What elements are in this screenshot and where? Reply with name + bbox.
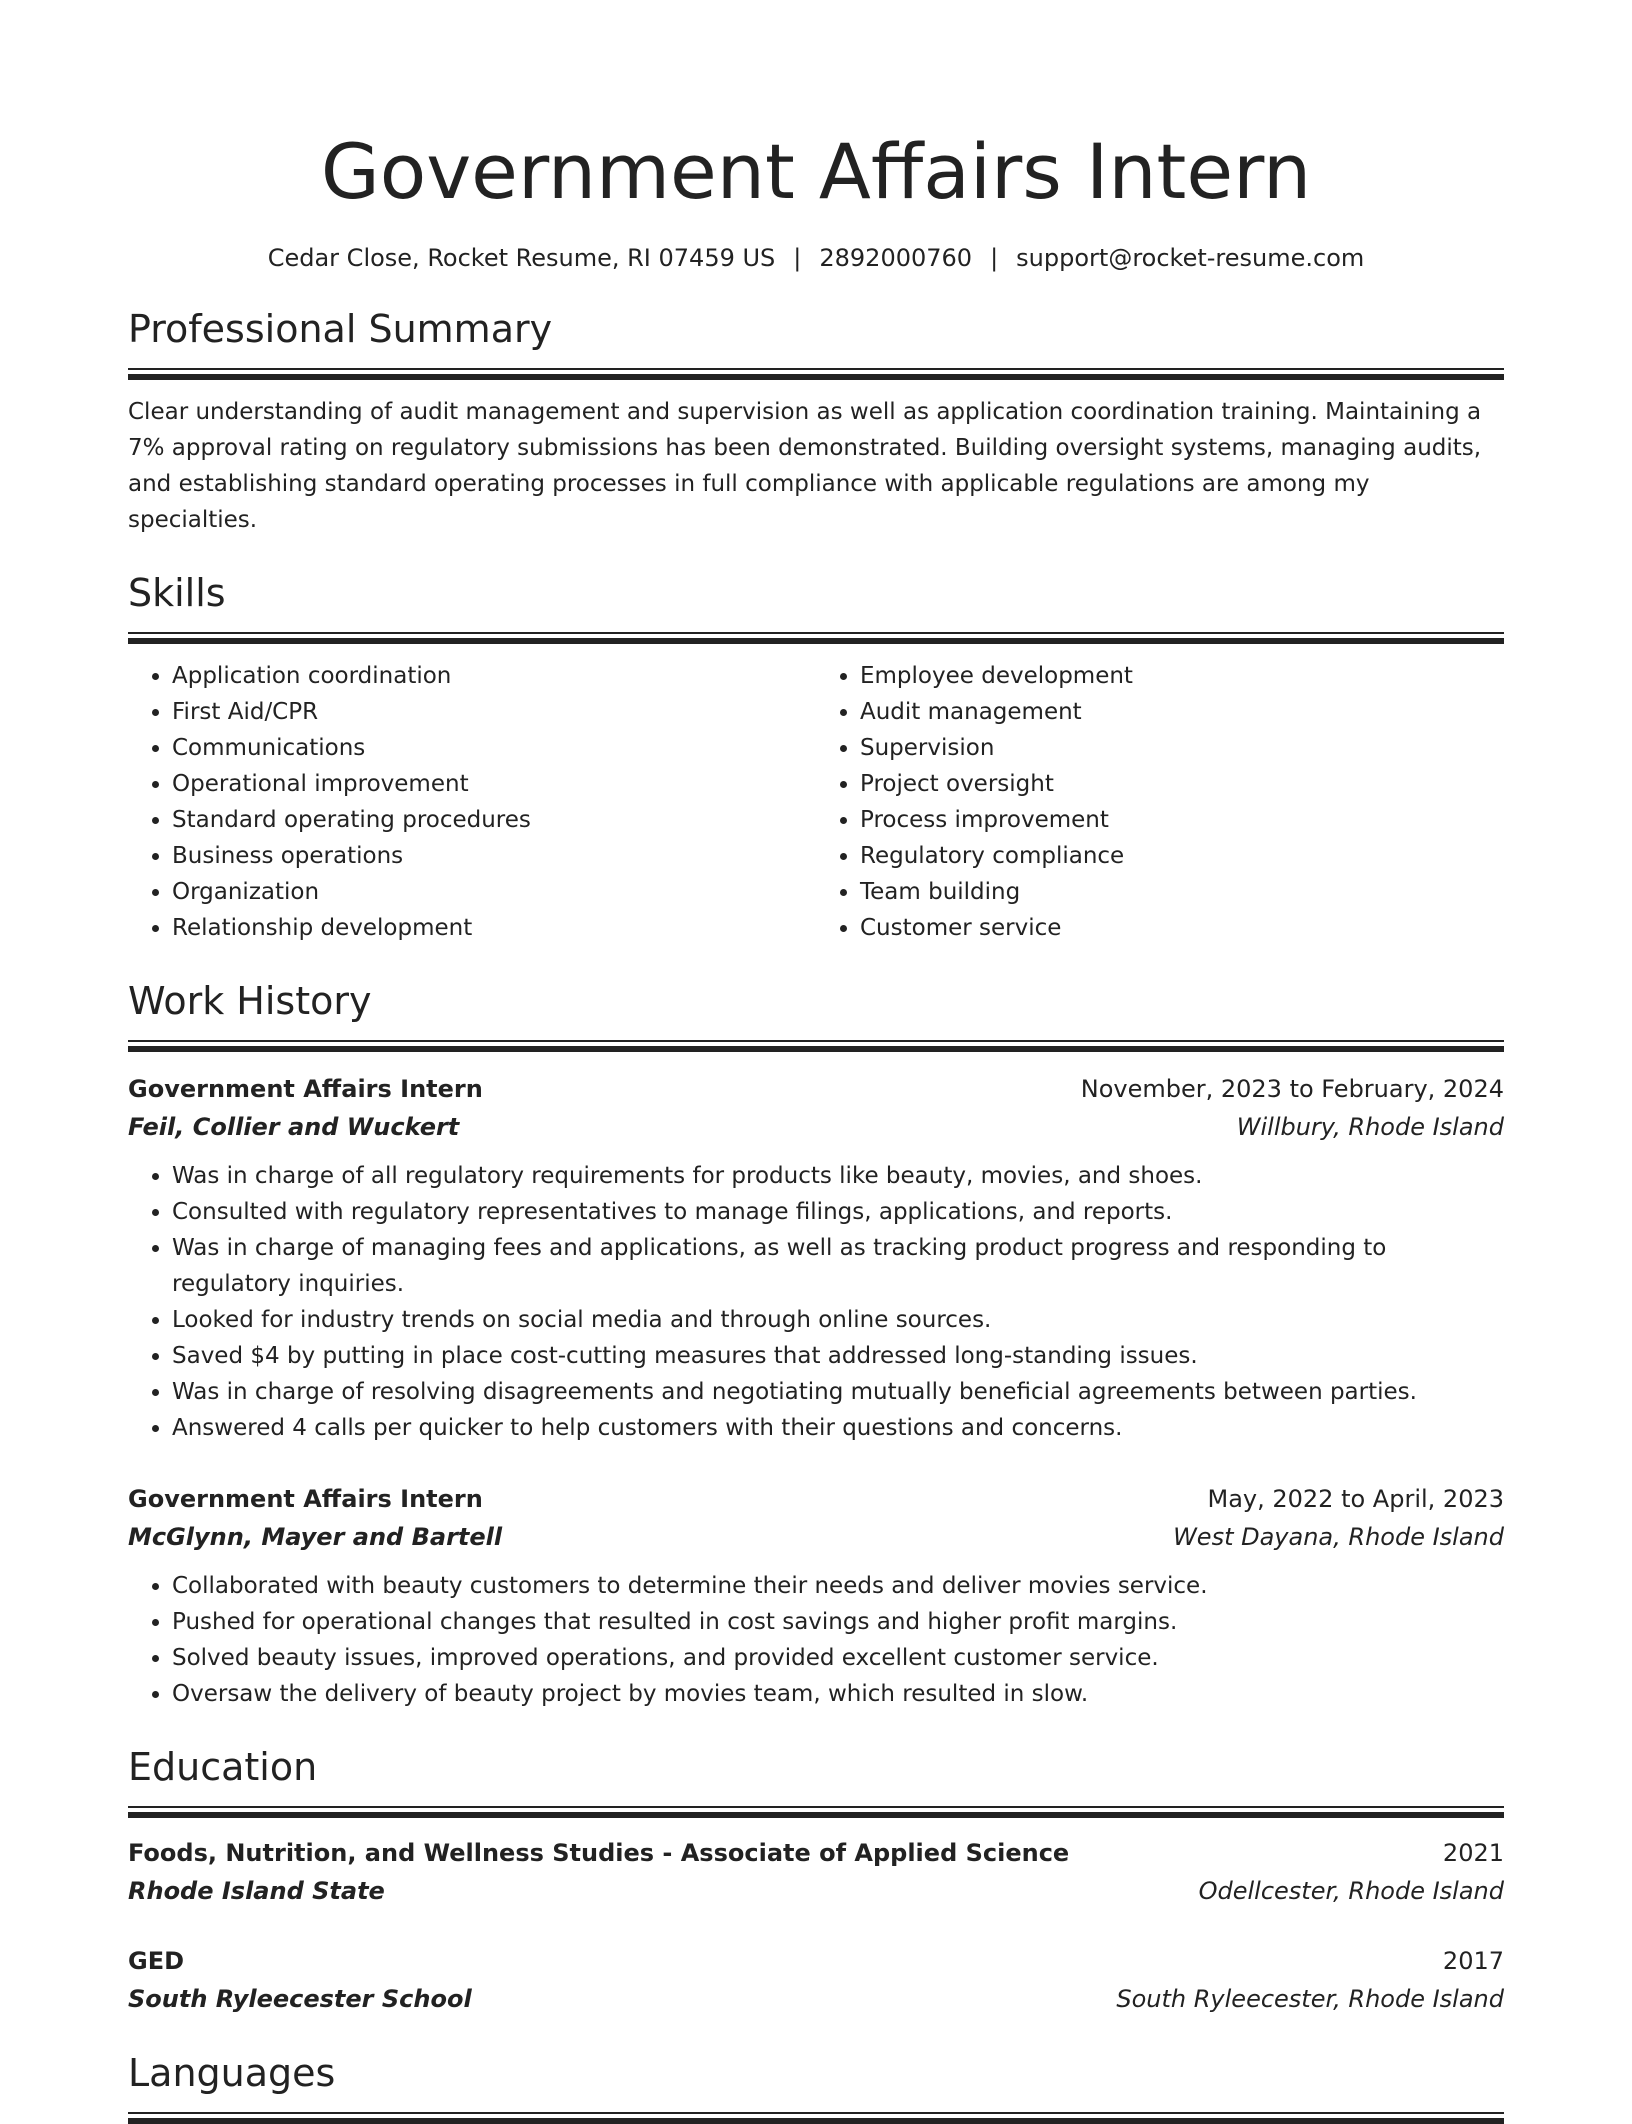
job-header-row [128,1070,1504,1108]
resume-title: Government Affairs Intern [320,127,1312,216]
education-degree: Foods, Nutrition, and Wellness Studies - Associate of Applied Science [128,1839,1070,1867]
skill-item: • Supervision [860,730,1504,766]
skill-item: • Standard operating procedures [172,802,816,838]
education-year: 2021 [1442,1839,1504,1867]
contact-address: Cedar Close, Rocket Resume, RI 07459 US [267,244,776,272]
job-title: Government Affairs Intern [128,1485,483,1513]
job-duties-list [128,1158,1504,1446]
job-dates: May, 2022 to April, 2023 [1207,1485,1504,1513]
section-heading-summary: Professional Summary [128,307,553,351]
job-header-row [128,1480,1504,1518]
section-heading-languages: Languages [128,2051,336,2095]
education-school: South Ryleecester School [128,1985,472,2013]
skill-item: • Customer service [860,910,1504,946]
job-company-row [128,1108,1504,1146]
skill-item: • Relationship development [172,910,816,946]
skills-list-right [816,658,1504,946]
contact-separator: | [990,244,999,272]
job-company: Feil, Collier and Wuckert [128,1113,460,1141]
job-duty-item: • Looked for industry trends on social media and through online sources. [172,1302,1504,1338]
education-location: Odellcester, Rhode Island [1198,1877,1504,1905]
job-duty-item: • Pushed for operational changes that resulted in cost savings and higher profit margins. [172,1604,1504,1640]
work-history-section [128,976,1504,1712]
education-year: 2017 [1442,1947,1504,1975]
section-divider [128,368,1504,380]
job-duty-item: • Oversaw the delivery of beauty project by movies team, which resulted in slow. [172,1676,1504,1712]
job-entry [128,1070,1504,1446]
job-duty-item: • Was in charge of resolving disagreements and negotiating mutually beneficial agreements between parties. [172,1374,1504,1410]
job-duties-list [128,1568,1504,1712]
summary-text: Clear understanding of audit management and supervision as well as application coordination training. Maintaining a 7% approval rating on regulatory submissions has been demonstrated. Building oversight systems, managing audits, and establishing standard operating processes in full compliance with applicable regulations are among my specialties. [128,399,1482,533]
education-entry [128,1942,1504,2018]
job-location: Willbury, Rhode Island [1236,1113,1504,1141]
education-degree: GED [128,1947,185,1975]
education-section [128,1742,1504,2018]
skill-item: • Regulatory compliance [860,838,1504,874]
job-duty-item: • Solved beauty issues, improved operations, and provided excellent customer service. [172,1640,1504,1676]
summary-section [128,304,1504,538]
job-dates: November, 2023 to February, 2024 [1080,1075,1504,1103]
education-school-row [128,1872,1504,1910]
resume-page [128,120,1504,2124]
job-duty-item: • Saved $4 by putting in place cost-cutting measures that addressed long-standing issues. [172,1338,1504,1374]
education-header-row [128,1942,1504,1980]
section-divider [128,2112,1504,2124]
section-divider [128,632,1504,644]
job-duty-item: • Collaborated with beauty customers to determine their needs and deliver movies service. [172,1568,1504,1604]
skill-item: • Audit management [860,694,1504,730]
job-duty-item: • Was in charge of all regulatory requirements for products like beauty, movies, and shoes. [172,1158,1504,1194]
education-entry [128,1834,1504,1910]
contact-separator: | [793,244,802,272]
contact-phone: 2892000760 [819,244,973,272]
contact-email: support@rocket-resume.com [1016,244,1365,272]
skill-item: • Organization [172,874,816,910]
skill-item: • Project oversight [860,766,1504,802]
skill-item: • Business operations [172,838,816,874]
education-location: South Ryleecester, Rhode Island [1116,1985,1504,2013]
skill-item: • Employee development [860,658,1504,694]
skill-item: • First Aid/CPR [172,694,816,730]
job-duty-item: • Was in charge of managing fees and applications, as well as tracking product progress and responding to regulatory inquiries. [172,1230,1504,1302]
skill-item: • Operational improvement [172,766,816,802]
job-company-row [128,1518,1504,1556]
skill-item: • Process improvement [860,802,1504,838]
job-duty-item: • Answered 4 calls per quicker to help customers with their questions and concerns. [172,1410,1504,1446]
skill-item: • Application coordination [172,658,816,694]
skill-item: • Communications [172,730,816,766]
education-school-row [128,1980,1504,2018]
job-title: Government Affairs Intern [128,1075,483,1103]
skills-section [128,568,1504,946]
job-entry [128,1480,1504,1712]
job-company: McGlynn, Mayer and Bartell [128,1523,503,1551]
section-divider [128,1806,1504,1818]
job-location: West Dayana, Rhode Island [1173,1523,1504,1551]
skills-columns [128,658,1504,946]
section-divider [128,1040,1504,1052]
languages-section [128,2048,1504,2124]
section-heading-skills: Skills [128,571,226,615]
education-school: Rhode Island State [128,1877,385,1905]
section-heading-work-history: Work History [128,979,372,1023]
section-heading-education: Education [128,1745,318,1789]
job-duty-item: • Consulted with regulatory representatives to manage filings, applications, and reports. [172,1194,1504,1230]
education-header-row [128,1834,1504,1872]
skills-list-left [128,658,816,946]
skill-item: • Team building [860,874,1504,910]
contact-line [128,242,1504,274]
